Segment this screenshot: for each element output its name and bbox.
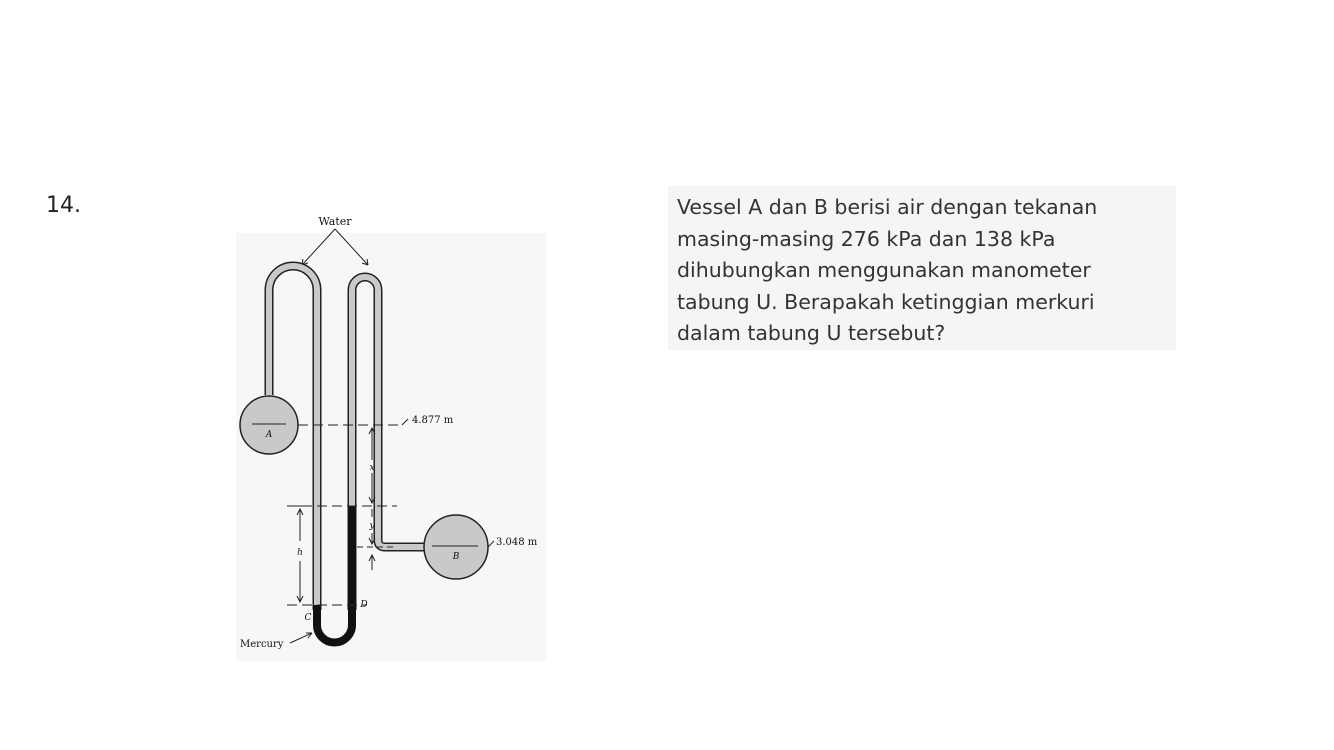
manometer-figure [232,205,552,665]
point-c-label: C [304,613,312,623]
vessel-a-label: A [265,430,273,440]
question-text: Vessel A dan B berisi air dengan tekanan masing-masing 276 kPa dan 138 kPa dihubungkan menggunakan manometer tabung U. Berapakah ketinggian merkuri dalam tabung U tersebut? [677,195,1098,345]
elevation-b-label: 3.048 m [496,537,538,548]
dim-y-label: y [369,521,375,531]
dim-x-label: x [369,463,375,473]
water-label: Water [318,215,352,228]
manometer-diagram [232,205,552,665]
dim-h-label: h [297,548,303,558]
point-d-label: D [360,600,368,610]
vessel-a [240,396,298,454]
elevation-a-label: 4.877 m [412,415,454,426]
vessel-b [424,515,488,579]
question-number: 14. [46,193,81,218]
mercury-label: Mercury [240,639,284,650]
vessel-b-label: B [452,552,460,562]
question-box [668,186,1176,350]
